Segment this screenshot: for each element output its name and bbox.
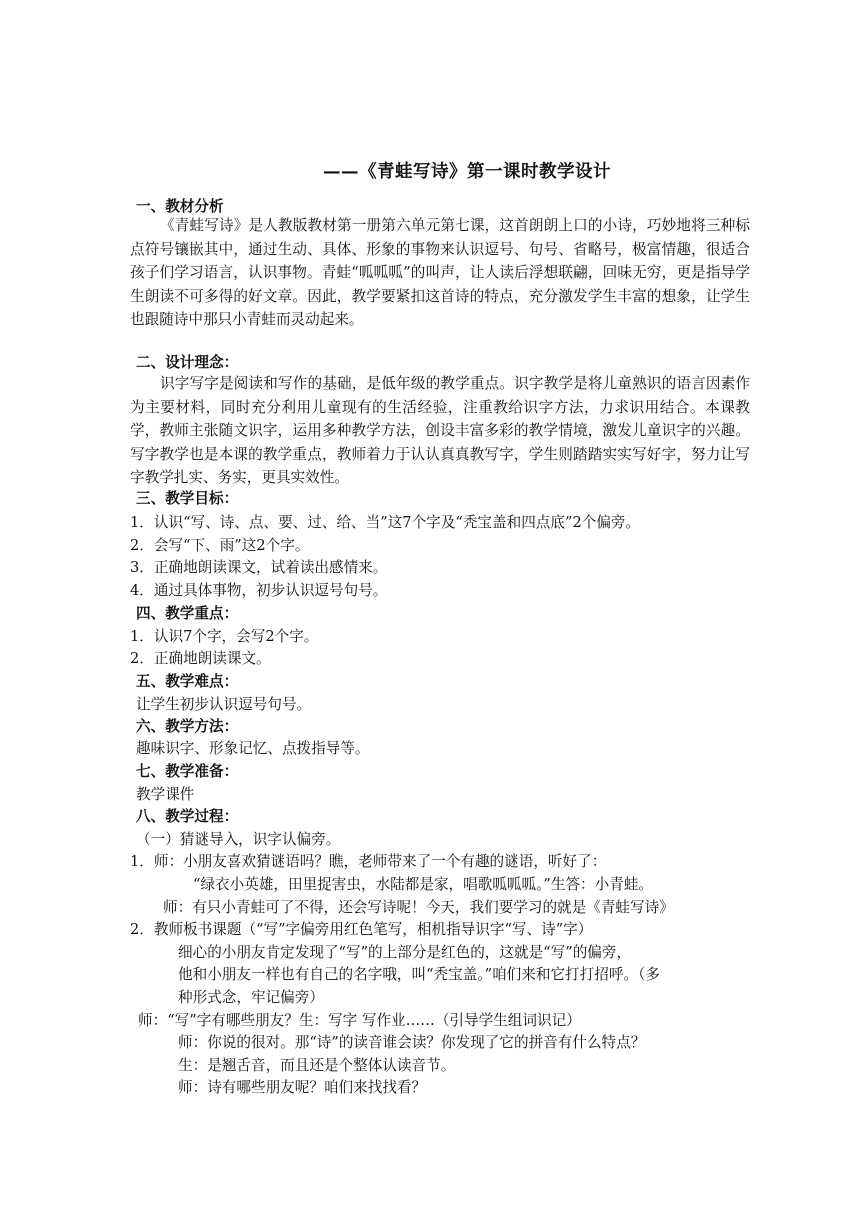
- process-line: 师：“写”字有哪些朋友？生：写字 写作业……（引导学生组词识记）: [138, 1012, 581, 1029]
- goal-item: 4．通过具体事物，初步认识逗号句号。: [130, 582, 388, 599]
- process-line: 他和小朋友一样也有自己的名字哦，叫“秃宝盖。”咱们来和它打打招呼。（多: [178, 966, 660, 983]
- process-line: 2．教师板书课题（“写”字偏旁用红色笔写，相机指导识字“写、诗”字）: [130, 921, 593, 938]
- process-line: “绿衣小英雄，田里捉害虫，水陆都是家，唱歌呱呱呱。”生答：小青蛙。: [193, 876, 654, 893]
- heading-process: 八、教学过程：: [136, 808, 239, 825]
- process-line: 生：是翘舌音，而且还是个整体认读音节。: [178, 1057, 456, 1074]
- process-line: 师：有只小青蛙可了不得，还会写诗呢！今天，我们要学习的就是《青蛙写诗》: [163, 899, 674, 916]
- key-point-item: 2．正确地朗读课文。: [130, 650, 271, 667]
- process-subheading: （一）猜谜导入，识字认偏旁。: [136, 831, 341, 848]
- paragraph-design-concept: 识字写字是阅读和写作的基础，是低年级的教学重点。识字教学是将儿童熟识的语言因素作为主要材料，同时充分利用儿童现有的生活经验，注重教给识字方法，力求识用结合。本课教学，教师主张随文识字，运用多种教学方法，创设丰富多彩的教学情境，激发儿童识字的兴趣。写字教学也是本课的教学重点，教师着力于认认真真教写字，学生则踏踏实实写好字，努力让写字教学扎实、务实，更具实效性。: [130, 375, 750, 486]
- process-line: 师：你说的很对。那“诗”的读音谁会读？你发现了它的拼音有什么特点？: [178, 1034, 646, 1051]
- process-line: 细心的小朋友肯定发现了“写”的上部分是红色的，这就是“写”的偏旁，: [178, 944, 632, 961]
- key-point-item: 1．认识7个字，会写2个字。: [130, 628, 319, 645]
- heading-difficulty: 五、教学难点：: [136, 673, 239, 690]
- process-line: 种形式念，牢记偏旁）: [178, 989, 324, 1006]
- heading-preparation: 七、教学准备：: [136, 763, 239, 780]
- methods-text: 趣味识字、形象记忆、点拨指导等。: [136, 740, 370, 757]
- heading-methods: 六、教学方法：: [136, 718, 239, 735]
- difficulty-text: 让学生初步认识逗号句号。: [136, 696, 312, 713]
- process-line: 师：诗有哪些朋友呢？咱们来找找看？: [178, 1079, 427, 1096]
- goal-item: 2．会写“下、雨”这2个字。: [130, 537, 310, 554]
- page-title: ——《青蛙写诗》第一课时教学设计: [323, 162, 611, 182]
- heading-key-points: 四、教学重点：: [136, 605, 239, 622]
- heading-design-concept: 二、设计理念：: [136, 354, 239, 371]
- goal-item: 1．认识“写、诗、点、要、过、给、当”这7个字及“秃宝盖和四点底”2个偏旁。: [130, 514, 641, 531]
- preparation-text: 教学课件: [136, 786, 195, 803]
- paragraph-materials-analysis: 《青蛙写诗》是人教版教材第一册第六单元第七课，这首朗朗上口的小诗，巧妙地将三种标点符号镶嵌其中，通过生动、具体、形象的事物来认识逗号、句号、省略号，极富情趣，很适合孩子们学习语言，认识事物。青蛙“呱呱呱”的叫声，让人读后浮想联翩，回味无穷，更是指导学生朗读不可多得的好文章。因此，教学要紧扣这首诗的特点，充分激发学生丰富的想象，让学生也跟随诗中那只小青蛙而灵动起来。: [130, 217, 750, 328]
- heading-materials-analysis: 一、教材分析: [136, 198, 224, 215]
- goal-item: 3．正确地朗读课文，试着读出感情来。: [130, 559, 388, 576]
- process-line: 1．师：小朋友喜欢猜谜语吗？瞧，老师带来了一个有趣的谜语，听好了：: [130, 853, 607, 870]
- heading-teaching-goals: 三、教学目标：: [136, 490, 239, 507]
